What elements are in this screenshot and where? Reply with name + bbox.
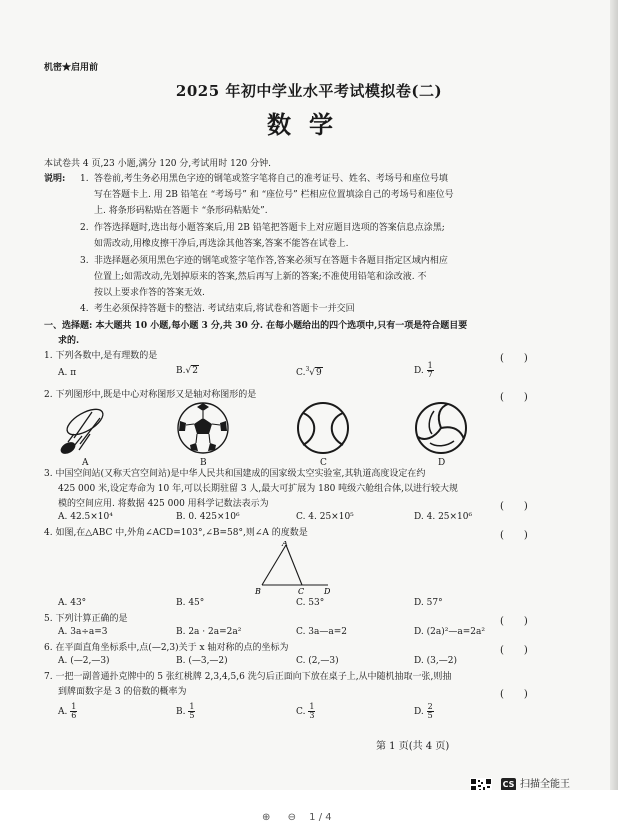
q5-answer-bracket: ( ) — [500, 616, 528, 627]
q1-option-c-index: 3 — [305, 366, 310, 373]
note-3-line-2: 位置上;如需改动,先划掉原来的答案,然后再写上新的答案;不准使用铅笔和涂改液. 不 — [94, 272, 427, 282]
q7-option-a-fraction — [70, 703, 77, 720]
q7-a-numerator: 1 — [71, 702, 77, 711]
q7-c-numerator: 1 — [309, 702, 315, 711]
q2-answer-bracket: ( ) — [500, 392, 528, 403]
tennis-ball-icon — [296, 401, 350, 455]
q7-option-c-prefix: C. — [296, 707, 306, 717]
q1-option-a: A. π — [58, 368, 77, 378]
q1-option-b-radicand: 2 — [192, 366, 198, 376]
q7-line-1: 7. 一把一副普通扑克牌中的 5 张红桃牌 2,3,4,5,6 洗匀后正面向下放在桌子上,从中随机抽取一张,则抽 — [44, 672, 452, 682]
q1-option-d-fraction — [427, 362, 434, 379]
q3-option-d: D. 4. 25×10⁶ — [414, 512, 473, 522]
q7-d-denominator: 5 — [427, 711, 433, 720]
q4-answer-bracket: ( ) — [500, 530, 528, 541]
triangle-figure — [252, 541, 342, 596]
cbrt-icon: √ — [309, 368, 316, 378]
soccer-ball-icon — [176, 401, 230, 455]
shuttlecock-icon — [52, 400, 118, 458]
exam-summary: 本试卷共 4 页,23 小题,满分 120 分,考试用时 120 分钟. — [44, 159, 272, 169]
exam-title: 2025 年初中学业水平考试模拟卷(二) — [175, 82, 443, 100]
q4-option-b: B. 45° — [176, 598, 205, 608]
q3-line-3: 模的空间应用. 将数据 425 000 用科学记数法表示为 — [58, 499, 269, 509]
note-4-line-1: 考生必须保持答题卡的整洁. 考试结束后,将试卷和答题卡一并交回 — [94, 304, 355, 314]
q2-label-c: C — [320, 458, 327, 468]
page-indicator: 1 / 4 — [309, 812, 332, 823]
note-1-line-3: 上. 将条形码粘贴在答题卡 “条形码粘贴处”. — [94, 206, 268, 216]
q4-option-c: C. 53° — [296, 598, 325, 608]
note-4-num: 4. — [80, 304, 89, 314]
q1-answer-bracket: ( ) — [500, 353, 528, 364]
note-2-line-2: 如需改动,用橡皮擦干净后,再选涂其他答案,答案不能答在试卷上. — [94, 239, 349, 249]
note-1-num: 1. — [80, 174, 89, 184]
q1-option-b — [176, 366, 199, 376]
volleyball-icon — [414, 401, 468, 455]
q2-label-a: A — [82, 458, 89, 468]
q3-option-b: B. 0. 425×10⁶ — [176, 512, 240, 522]
q1-d-numerator: 1 — [427, 361, 433, 370]
section1-heading-line2: 求的. — [58, 336, 80, 346]
q7-option-d-prefix: D. — [414, 707, 424, 717]
q7-answer-bracket: ( ) — [500, 689, 528, 700]
note-2-num: 2. — [80, 223, 89, 233]
q7-a-denominator: 6 — [71, 711, 77, 720]
note-1-line-2: 写在答题卡上. 用 2B 铅笔在 “考场号” 和 “座位号” 栏相应位置填涂自己的考场号和座位号 — [94, 190, 454, 200]
q6-answer-bracket: ( ) — [500, 645, 528, 656]
q2-label-d: D — [438, 458, 446, 468]
q1-option-d — [414, 362, 434, 379]
q4-option-d: D. 57° — [414, 598, 443, 608]
notes-label: 说明: — [44, 174, 66, 184]
q3-option-a: A. 42.5×10⁴ — [58, 512, 113, 522]
q7-option-c-fraction — [308, 703, 315, 720]
zoom-out-icon[interactable]: ⊖ — [287, 812, 296, 823]
q7-b-numerator: 1 — [189, 702, 195, 711]
q7-c-denominator: 3 — [309, 711, 315, 720]
scanner-app-name: 扫描全能王 — [520, 779, 570, 790]
q7-option-b-prefix: B. — [176, 707, 186, 717]
q3-line-2: 425 000 米,设定寿命为 10 年,可以长期驻留 3 人,最大可扩展为 180 吨级六舱组合体,以进行较大规 — [58, 484, 459, 494]
q5-option-a: A. 3a÷a=3 — [58, 627, 108, 637]
zoom-in-icon[interactable]: ⊕ — [262, 812, 271, 823]
q4-stem: 4. 如图,在△ABC 中,外角∠ACD=103°,∠B=58°,则∠A 的度数是 — [44, 528, 308, 538]
note-3-num: 3. — [80, 256, 89, 266]
point-b-label: B — [255, 587, 261, 596]
point-a-label: A — [282, 541, 288, 548]
q6-option-b: B. (—3,—2) — [176, 656, 228, 666]
q3-option-c: C. 4. 25×10⁵ — [296, 512, 354, 522]
q5-stem: 5. 下列计算正确的是 — [44, 614, 128, 624]
subject-title: 数学 — [267, 110, 351, 139]
q4-option-a: A. 43° — [58, 598, 87, 608]
q1-option-d-prefix: D. — [414, 366, 424, 376]
page-navigator — [262, 812, 332, 823]
note-3-line-3: 按以上要求作答的答案无效. — [94, 288, 205, 298]
q6-stem: 6. 在平面直角坐标系中,点(—2,3)关于 x 轴对称的点的坐标为 — [44, 643, 289, 653]
q3-answer-bracket: ( ) — [500, 501, 528, 512]
point-d-label: D — [324, 587, 331, 596]
q1-option-b-prefix: B. — [176, 366, 186, 376]
note-2-line-1: 作答选择题时,选出每小题答案后,用 2B 铅笔把答题卡上对应题目选项的答案信息点涂黑; — [94, 223, 445, 233]
q7-option-d-fraction — [427, 703, 434, 720]
sqrt-icon: √ — [185, 366, 192, 376]
q1-option-c-prefix: C. — [296, 368, 306, 378]
q1-option-c — [296, 366, 323, 378]
note-3-line-1: 非选择题必须用黑色字迹的钢笔或签字笔作答,答案必须写在答题卡各题目指定区域内相应 — [94, 256, 448, 266]
note-1-line-1: 答卷前,考生务必用黑色字迹的钢笔或签字笔将自己的准考证号、姓名、考场号和座位号填 — [94, 174, 448, 184]
point-c-label: C — [298, 587, 305, 596]
q7-option-b-fraction — [188, 703, 195, 720]
q1-option-c-radicand: 9 — [316, 368, 322, 378]
q7-option-a-prefix: A. — [58, 707, 68, 717]
q7-option-c — [296, 703, 315, 720]
q6-option-c: C. (2,—3) — [296, 656, 339, 666]
q1-stem: 1. 下列各数中,是有理数的是 — [44, 351, 158, 361]
q7-d-numerator: 2 — [427, 702, 433, 711]
q1-d-denominator: 7 — [427, 370, 433, 379]
confidential-mark: 机密★启用前 — [44, 63, 99, 73]
qr-code-icon — [470, 778, 492, 790]
q5-option-b: B. 2a · 2a=2a² — [176, 627, 242, 637]
q3-line-1: 3. 中国空间站(又称天宫空间站)是中华人民共和国建成的国家级太空实验室,其轨道高度设定在约 — [44, 469, 426, 479]
section1-heading-line1: 一、选择题: 本大题共 10 小题,每小题 3 分,共 30 分. 在每小题给出的四个选项中,只有一项是符合题目要 — [44, 321, 468, 331]
q2-stem: 2. 下列图形中,既是中心对称图形又是轴对称图形的是 — [44, 390, 257, 400]
q7-line-2: 到牌面数字是 3 的倍数的概率为 — [58, 687, 187, 697]
camscanner-logo-icon: CS — [502, 780, 515, 789]
q2-label-b: B — [200, 458, 207, 468]
q5-option-c: C. 3a—a=2 — [296, 627, 348, 637]
q6-option-d: D. (3,—2) — [414, 656, 457, 666]
q6-option-a: A. (—2,—3) — [58, 656, 110, 666]
q7-option-b — [176, 703, 195, 720]
q7-b-denominator: 5 — [189, 711, 195, 720]
page-number-footer: 第 1 页(共 4 页) — [376, 741, 450, 752]
q7-option-d — [414, 703, 434, 720]
q5-option-d: D. (2a)²—a=2a² — [414, 627, 485, 637]
q7-option-a — [58, 703, 77, 720]
